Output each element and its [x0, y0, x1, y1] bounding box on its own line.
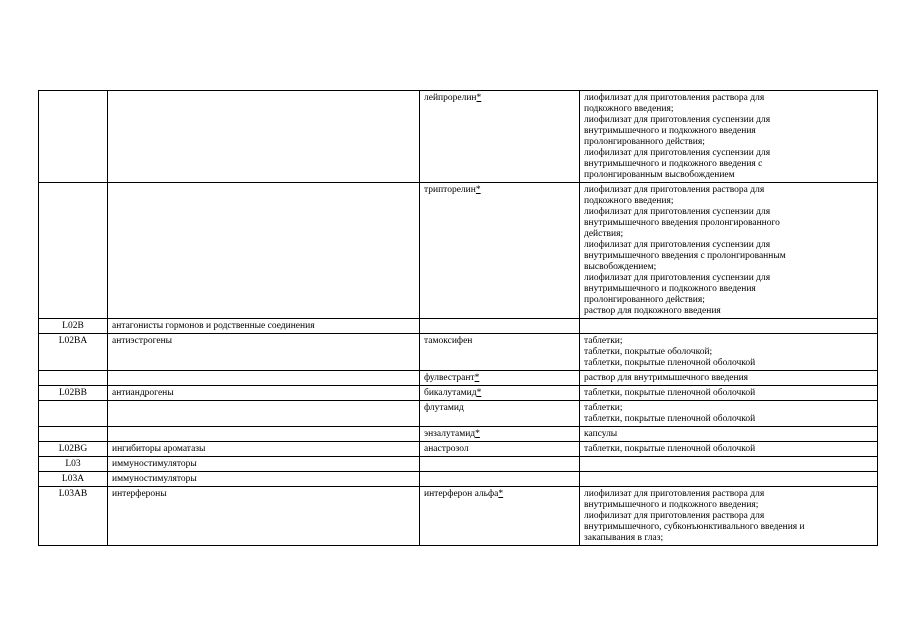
drug-name: анастрозол — [424, 444, 469, 454]
dosage-form-line: закапывания в глаз; — [584, 533, 664, 543]
dosage-form-cell — [580, 386, 878, 401]
dosage-form-line: высвобождением; — [584, 262, 657, 272]
dosage-form-line: внутримышечного и подкожного введения — [584, 284, 756, 294]
footnote-mark: * — [474, 373, 480, 383]
atc-code-cell — [39, 401, 108, 427]
drug-name-cell — [420, 487, 580, 546]
drug-name-cell — [420, 91, 580, 183]
dosage-form-line: раствор для подкожного введения — [584, 306, 721, 316]
table-row — [39, 183, 878, 319]
dosage-form-line: внутримышечного, субконъюнктивального введения и — [584, 522, 805, 532]
footnote-mark: * — [498, 489, 504, 499]
drug-name-cell — [420, 472, 580, 487]
drug-name-cell — [420, 401, 580, 427]
footnote-mark: * — [475, 429, 480, 439]
group-name-cell — [108, 371, 420, 386]
dosage-form-cell — [580, 183, 878, 319]
dosage-form-cell — [580, 91, 878, 183]
dosage-form-line: внутримышечного введения пролонгированного — [584, 218, 780, 228]
atc-code-cell — [39, 91, 108, 183]
atc-code-cell: L03A — [39, 472, 108, 487]
drug-table-body — [39, 91, 878, 546]
dosage-form-line: лиофилизат для приготовления раствора для — [584, 93, 765, 103]
group-name-cell: иммуностимуляторы — [108, 472, 420, 487]
drug-name: тамоксифен — [424, 336, 473, 346]
drug-name-cell — [420, 319, 580, 334]
dosage-form-cell — [580, 371, 878, 386]
group-name-cell: антагонисты гормонов и родственные соединения — [108, 319, 420, 334]
dosage-form-cell — [580, 401, 878, 427]
group-name-cell: интерфероны — [108, 487, 420, 546]
atc-code-cell: L02BG — [39, 442, 108, 457]
dosage-form-line: таблетки, покрытые пленочной оболочкой — [584, 388, 756, 398]
group-name-cell — [108, 401, 420, 427]
dosage-form-line: таблетки, покрытые оболочкой; — [584, 347, 713, 357]
dosage-form-cell — [580, 319, 878, 334]
dosage-form-line: действия; — [584, 229, 624, 239]
dosage-form-line: лиофилизат для приготовления суспензии для — [584, 240, 771, 250]
dosage-form-line: таблетки; — [584, 336, 623, 346]
dosage-form-line: внутримышечного введения с пролонгированным — [584, 251, 786, 261]
atc-code-cell: L03 — [39, 457, 108, 472]
group-name-cell: антиандрогены — [108, 386, 420, 401]
dosage-form-line: подкожного введения; — [584, 196, 674, 206]
dosage-form-line: внутримышечного и подкожного введения — [584, 126, 756, 136]
dosage-form-cell — [580, 487, 878, 546]
drug-name: трипторелин — [424, 185, 476, 195]
drug-name-cell — [420, 457, 580, 472]
dosage-form-line: лиофилизат для приготовления раствора для — [584, 185, 765, 195]
drug-name: энзалутамид — [424, 429, 476, 439]
table-row — [39, 334, 878, 371]
dosage-form-line: капсулы — [584, 429, 618, 439]
table-row — [39, 442, 878, 457]
table-row — [39, 386, 878, 401]
table-row — [39, 91, 878, 183]
table-row — [39, 472, 878, 487]
footnote-mark: * — [476, 93, 482, 103]
dosage-form-line: раствор для внутримышечного введения — [584, 373, 749, 383]
drug-name: бикалутамид — [424, 388, 477, 398]
footnote-mark: * — [476, 388, 482, 398]
dosage-form-line: лиофилизат для приготовления суспензии для — [584, 148, 771, 158]
drug-table — [38, 90, 878, 546]
dosage-form-cell — [580, 472, 878, 487]
table-row — [39, 371, 878, 386]
table-row — [39, 457, 878, 472]
dosage-form-line: лиофилизат для приготовления суспензии для — [584, 115, 771, 125]
dosage-form-line: таблетки, покрытые пленочной оболочкой — [584, 444, 756, 454]
footnote-mark: * — [475, 185, 481, 195]
dosage-form-cell — [580, 442, 878, 457]
dosage-form-line: пролонгированного действия; — [584, 137, 705, 147]
drug-name: флутамид — [424, 403, 464, 413]
drug-name-cell — [420, 386, 580, 401]
dosage-form-cell — [580, 427, 878, 442]
atc-code-cell — [39, 371, 108, 386]
atc-code-cell: L02BB — [39, 386, 108, 401]
dosage-form-line: таблетки, покрытые пленочной оболочкой — [584, 414, 756, 424]
table-row — [39, 427, 878, 442]
group-name-cell — [108, 91, 420, 183]
group-name-cell: антиэстрогены — [108, 334, 420, 371]
atc-code-cell: L02B — [39, 319, 108, 334]
drug-name: интерферон альфа — [424, 489, 499, 499]
atc-code-cell — [39, 427, 108, 442]
dosage-form-line: внутримышечного и подкожного введения с — [584, 159, 763, 169]
dosage-form-line: пролонгированным высвобождением — [584, 170, 735, 180]
dosage-form-line: таблетки; — [584, 403, 623, 413]
dosage-form-line: внутримышечного и подкожного введения; — [584, 500, 759, 510]
drug-name: фулвестрант — [424, 373, 475, 383]
table-row — [39, 319, 878, 334]
dosage-form-line: таблетки, покрытые пленочной оболочкой — [584, 358, 756, 368]
atc-code-cell: L03AB — [39, 487, 108, 546]
group-name-cell — [108, 427, 420, 442]
drug-name-cell — [420, 442, 580, 457]
dosage-form-cell — [580, 457, 878, 472]
drug-name-cell — [420, 371, 580, 386]
dosage-form-line: подкожного введения; — [584, 104, 674, 114]
group-name-cell — [108, 183, 420, 319]
drug-name-cell — [420, 183, 580, 319]
group-name-cell: ингибиторы ароматазы — [108, 442, 420, 457]
drug-name-cell — [420, 427, 580, 442]
group-name-cell: иммуностимуляторы — [108, 457, 420, 472]
dosage-form-line: лиофилизат для приготовления суспензии для — [584, 207, 771, 217]
atc-code-cell — [39, 183, 108, 319]
drug-name: лейпрорелин — [424, 93, 477, 103]
dosage-form-cell — [580, 334, 878, 371]
dosage-form-line: лиофилизат для приготовления раствора для — [584, 489, 765, 499]
dosage-form-line: лиофилизат для приготовления раствора для — [584, 511, 765, 521]
drug-name-cell — [420, 334, 580, 371]
table-row — [39, 401, 878, 427]
dosage-form-line: лиофилизат для приготовления суспензии для — [584, 273, 771, 283]
table-row — [39, 487, 878, 546]
dosage-form-line: пролонгированного действия; — [584, 295, 705, 305]
atc-code-cell: L02BA — [39, 334, 108, 371]
